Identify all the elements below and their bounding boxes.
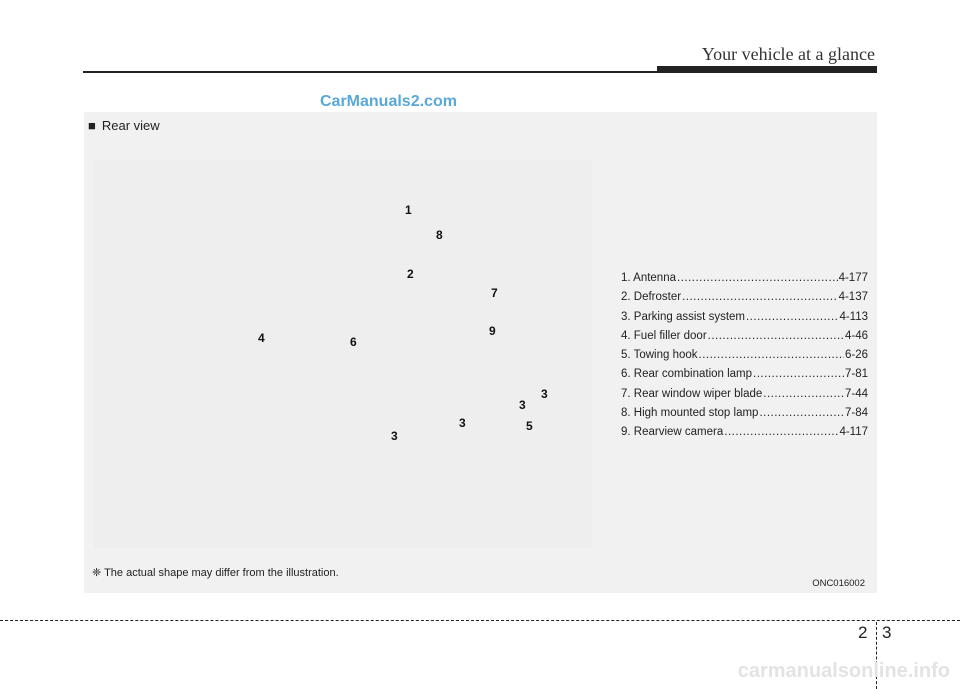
leader-dots [677,272,838,284]
site-watermark: carmanualsonline.info [737,660,950,682]
legend-item [621,330,868,349]
callout-label: 3 [391,429,398,443]
legend-item-label: 4. Fuel filler door [621,329,707,342]
figure-code: ONC016002 [812,578,865,589]
legend-item [621,368,868,387]
leader-dots [682,291,838,303]
legend-item [621,311,868,330]
page-number: 3 [882,623,892,642]
callout-label: 3 [541,387,548,401]
callout-label: 5 [526,419,533,433]
section-heading [88,118,160,133]
legend-item-page: 4-177 [838,272,868,284]
chapter-number: 2 [858,623,868,642]
legend-item [621,272,868,291]
section-marker-icon: ■ [88,118,96,133]
legend-item-label: 2. Defroster [621,291,682,304]
leader-dots [699,349,844,361]
callout-label: 8 [436,228,443,242]
legend-item-page: 4-117 [839,426,868,439]
legend-item-page: 4-137 [838,291,868,304]
callout-label: 2 [407,267,414,281]
callout-label: 9 [489,324,496,338]
legend-item-page: 7-84 [844,407,868,420]
legend-item [621,291,868,310]
legend-item-page: 4-46 [844,329,868,342]
header-rule-thick [657,66,877,73]
legend-item-label: 9. Rearview camera [621,426,724,439]
legend-item-page: 4-113 [839,310,868,323]
legend-item [621,426,868,445]
callout-label: 6 [350,335,357,349]
legend-item-label: 7. Rear window wiper blade [621,387,763,400]
legend-item [621,349,868,368]
illustration-note: ❈ The actual shape may differ from the illustration. [92,567,339,579]
callout-label: 7 [491,286,498,300]
header-rule-thin [83,71,660,73]
legend-item-label: 8. High mounted stop lamp [621,407,759,420]
legend-item-page: 6-26 [844,349,868,362]
legend-item-label: 6. Rear combination lamp [621,368,753,381]
watermark-link[interactable]: CarManuals2.com [320,93,457,110]
footer-rule [0,620,960,621]
callout-label: 3 [459,416,466,430]
legend-item-label: 5. Towing hook [621,349,698,362]
callout-label: 3 [519,398,526,412]
legend-item-label: 1. Antenna [621,272,676,284]
leader-dots [708,330,844,342]
legend-item-label: 3. Parking assist system [621,310,745,323]
callout-label: 1 [405,203,412,217]
leader-dots [724,426,838,438]
leader-dots [746,311,838,323]
parts-legend [621,272,868,446]
leader-dots [763,388,844,400]
legend-item [621,407,868,426]
legend-item-page: 7-81 [844,368,868,381]
callout-label: 4 [258,331,265,345]
rear-view-illustration [94,160,592,548]
section-title: Rear view [101,118,160,133]
leader-dots [759,407,844,419]
leader-dots [753,368,844,380]
page-header-title: Your vehicle at a glance [701,44,875,64]
legend-item [621,388,868,407]
legend-item-page: 7-44 [844,387,868,400]
